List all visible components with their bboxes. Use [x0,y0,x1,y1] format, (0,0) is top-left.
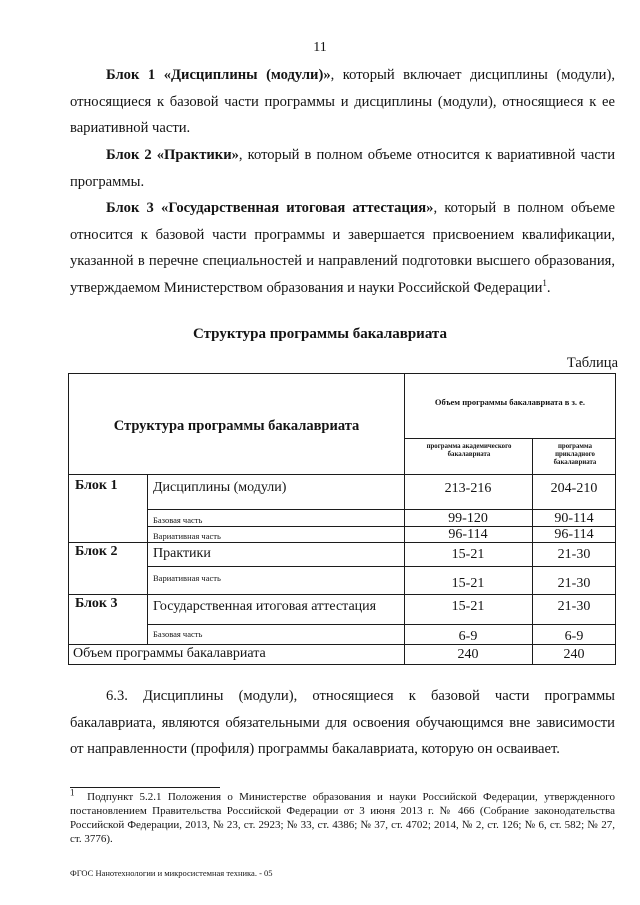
row-4-academic: 15-21 [451,547,485,562]
paragraph-block3 [70,195,615,301]
footnote-divider [70,787,220,788]
row-7-applied: 6-9 [564,629,584,644]
block3-title: Блок 3 «Государственная итоговая аттестация» [106,200,434,216]
page-footer: ФГОС Нанотехнологии и микросистемная техника. - 05 [70,868,273,878]
program-structure-table [68,373,616,665]
row-4-block: Блок 2 [75,544,118,559]
block1-text: , который включает дисциплины (модули), относящиеся к базовой части программы и дисциплины (модули), относящиеся к ее вариативной части. [70,67,615,136]
total-label: Объем программы бакалавриата [73,646,266,661]
total-applied: 240 [563,647,585,662]
row-2-name: Базовая часть [153,515,203,525]
header-applied: программа прикладного бакалавриата [553,443,597,466]
paragraph-block1 [70,62,615,142]
row-5-name: Вариативная часть [153,573,221,583]
total-academic: 240 [457,647,479,662]
block3-text: , который в полном объеме относится к базовой части программы и завершается присвоением квалификации, указанной в перечне специальностей и направлений подготовки высшего образования, утверждаемом Министерством образования и науки Российской Федерации [70,200,615,296]
row-5-applied: 21-30 [557,576,591,591]
block3-end: . [546,279,551,296]
row-3-applied: 96-114 [554,527,594,542]
row-4-applied: 21-30 [557,547,591,562]
row-3-name: Вариативная часть [153,531,221,541]
section-6-3: 6.3. Дисциплины (модули), относящиеся к базовой части программы бакалавриата, являются обязательными для освоения обучающимся вне зависимости от направленности (профиля) программы бакалавриата, которую он осваивает. [70,688,615,757]
header-structure: Структура программы бакалавриата [113,418,360,434]
header-volume: Объем программы бакалавриата в з. е. [434,397,586,407]
row-6-name: Государственная итоговая аттестация [153,599,377,614]
row-6-academic: 15-21 [451,599,485,614]
footnote [70,787,615,846]
row-1-block: Блок 1 [75,478,118,493]
block2-text: , который в полном объеме относится к вариативной части программы. [70,147,615,190]
row-3-academic: 96-114 [448,527,488,542]
row-2-applied: 90-114 [554,511,594,526]
row-6-applied: 21-30 [557,599,591,614]
row-1-academic: 213-216 [444,481,492,496]
row-6-block: Блок 3 [75,596,118,611]
row-7-name: Базовая часть [153,629,203,639]
row-7-academic: 6-9 [458,629,478,644]
footnote-text: Подпункт 5.2.1 Положения о Министерстве образования и науки Российской Федерации, утвержденного постановлением Правительства Российской Федерации от 3 июня 2013 г. № 466 (Собрание законодательства Российской Федерации, 2013, № 23, ст. 2923; № 33, ст. 4386; № 37, ст. 4702; 2014, № 2, ст. 126; № 6, ст. 582; № 27, ст. 3776). [70,791,615,845]
footnote-reference[interactable]: 1 [542,277,547,288]
footnote-mark: 1 [70,787,75,798]
block2-title: Блок 2 «Практики» [106,147,239,163]
block1-title: Блок 1 «Дисциплины (модули)» [106,67,331,83]
table-label: Таблица [566,355,618,371]
page-number: 11 [313,40,327,55]
paragraph-block2 [70,142,615,195]
row-5-academic: 15-21 [451,576,485,591]
row-1-applied: 204-210 [550,481,598,496]
row-2-academic: 99-120 [448,511,488,526]
header-academic: программа академического бакалавриата [426,443,512,458]
table-title: Структура программы бакалавриата [193,326,447,342]
row-1-name: Дисциплины (модули) [153,480,287,495]
row-4-name: Практики [153,546,211,561]
